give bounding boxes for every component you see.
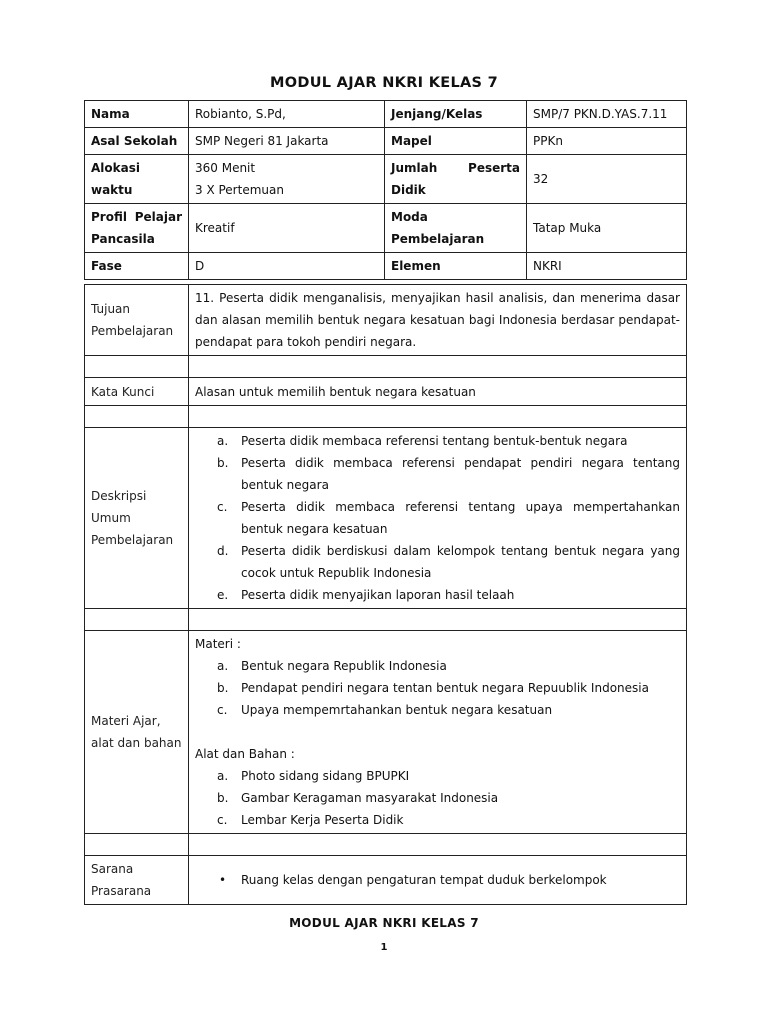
footer-title: MODUL AJAR NKRI KELAS 7 xyxy=(289,916,479,930)
list-item-text: Peserta didik membaca referensi tentang upaya mempertahankan bentuk negara kesatuan xyxy=(241,500,680,536)
list-item xyxy=(217,677,680,699)
profil-label xyxy=(85,204,189,253)
list-marker: d. xyxy=(217,544,229,558)
list-item xyxy=(217,809,680,831)
list-marker: b. xyxy=(217,681,229,695)
list-marker: b. xyxy=(217,791,229,805)
list-item-text: Peserta didik membaca referensi tentang bentuk-bentuk negara xyxy=(241,434,628,448)
deskripsi-cell xyxy=(189,428,687,609)
elemen-label: Elemen xyxy=(385,253,527,280)
list-item xyxy=(217,655,680,677)
fase-value: D xyxy=(189,253,385,280)
profil-label-line1: Profil Pelajar xyxy=(91,210,182,224)
materi-list xyxy=(195,655,680,721)
jumlah-label-line1: Jumlah Peserta xyxy=(391,161,520,175)
list-marker: c. xyxy=(217,500,228,514)
list-marker: a. xyxy=(217,659,229,673)
list-item-text: Peserta didik menyajikan laporan hasil telaah xyxy=(241,588,515,602)
spacer-cell xyxy=(189,834,687,856)
spacer-cell xyxy=(85,834,189,856)
moda-value: Tatap Muka xyxy=(527,204,687,253)
spacer-cell xyxy=(189,609,687,631)
list-marker: c. xyxy=(217,703,228,717)
jenjang-label: Jenjang/Kelas xyxy=(385,101,527,128)
alat-heading: Alat dan Bahan : xyxy=(195,747,295,761)
alokasi-label: Alokasi waktu xyxy=(85,155,189,204)
list-item-text: Ruang kelas dengan pengaturan tempat duduk berkelompok xyxy=(241,873,607,887)
materi-label: Materi Ajar, alat dan bahan xyxy=(85,631,189,834)
profil-value: Kreatif xyxy=(189,204,385,253)
list-item-text: Upaya mempemrtahankan bentuk negara kesatuan xyxy=(241,703,553,717)
document-title: MODUL AJAR NKRI KELAS 7 xyxy=(270,75,498,91)
list-marker: a. xyxy=(217,769,229,783)
identity-table xyxy=(84,100,687,280)
alokasi-pertemuan: 3 X Pertemuan xyxy=(195,183,284,197)
list-item-text: Bentuk negara Republik Indonesia xyxy=(241,659,447,673)
page-number: 1 xyxy=(380,942,388,953)
materi-heading: Materi : xyxy=(195,637,241,651)
list-item xyxy=(217,496,680,540)
kata-kunci-label: Kata Kunci xyxy=(85,378,189,406)
mapel-value: PPKn xyxy=(527,128,687,155)
list-item-text: Gambar Keragaman masyarakat Indonesia xyxy=(241,791,499,805)
profil-label-line2: Pancasila xyxy=(91,232,155,246)
learning-table xyxy=(84,284,687,905)
spacer-cell xyxy=(85,609,189,631)
jumlah-label-line2: Didik xyxy=(391,183,426,197)
tujuan-text: 11. Peserta didik menganalisis, menyajikan hasil analisis, dan menerima dasar dan alasan memilih bentuk negara kesatuan bagi Indonesia berdasar pendapat-pendapat para tokoh pendiri negara. xyxy=(189,285,687,356)
sarana-label: Sarana Prasarana xyxy=(85,856,189,905)
list-item-text: Peserta didik membaca referensi pendapat pendiri negara tentang bentuk negara xyxy=(241,456,680,492)
spacer-cell xyxy=(189,406,687,428)
list-marker: b. xyxy=(217,456,229,470)
materi-cell xyxy=(189,631,687,834)
bullet-icon: • xyxy=(219,873,227,887)
fase-label: Fase xyxy=(85,253,189,280)
nama-value: Robianto, S.Pd, xyxy=(189,101,385,128)
jenjang-value: SMP/7 PKN.D.YAS.7.11 xyxy=(527,101,687,128)
spacer-cell xyxy=(189,356,687,378)
spacer-cell xyxy=(85,356,189,378)
sarana-cell xyxy=(189,856,687,905)
sekolah-label: Asal Sekolah xyxy=(85,128,189,155)
nama-label: Nama xyxy=(85,101,189,128)
jumlah-label xyxy=(385,155,527,204)
list-item xyxy=(217,584,680,606)
list-item xyxy=(217,787,680,809)
jumlah-value: 32 xyxy=(527,155,687,204)
list-item-text: Pendapat pendiri negara tentan bentuk negara Repuublik Indonesia xyxy=(241,681,649,695)
moda-label: Moda Pembelajaran xyxy=(385,204,527,253)
elemen-value: NKRI xyxy=(527,253,687,280)
deskripsi-list xyxy=(195,430,680,606)
spacer xyxy=(195,721,680,743)
list-item xyxy=(217,540,680,584)
list-item xyxy=(217,699,680,721)
list-item-text: Photo sidang sidang BPUPKI xyxy=(241,769,410,783)
alokasi-menit: 360 Menit xyxy=(195,161,256,175)
list-item xyxy=(217,430,680,452)
sekolah-value: SMP Negeri 81 Jakarta xyxy=(189,128,385,155)
deskripsi-label: Deskripsi Umum Pembelajaran xyxy=(85,428,189,609)
list-marker: c. xyxy=(217,813,228,827)
list-item-text: Peserta didik berdiskusi dalam kelompok tentang bentuk negara yang cocok untuk Republik Indonesia xyxy=(241,544,680,580)
list-marker: a. xyxy=(217,434,229,448)
list-item-text: Lembar Kerja Peserta Didik xyxy=(241,813,404,827)
list-marker: e. xyxy=(217,588,229,602)
sarana-list xyxy=(195,869,680,891)
alokasi-value xyxy=(189,155,385,204)
list-item xyxy=(217,452,680,496)
list-item xyxy=(217,765,680,787)
alat-list xyxy=(195,765,680,831)
spacer-cell xyxy=(85,406,189,428)
tujuan-label: Tujuan Pembelajaran xyxy=(85,285,189,356)
kata-kunci-text: Alasan untuk memilih bentuk negara kesatuan xyxy=(189,378,687,406)
mapel-label: Mapel xyxy=(385,128,527,155)
list-item xyxy=(219,869,680,891)
